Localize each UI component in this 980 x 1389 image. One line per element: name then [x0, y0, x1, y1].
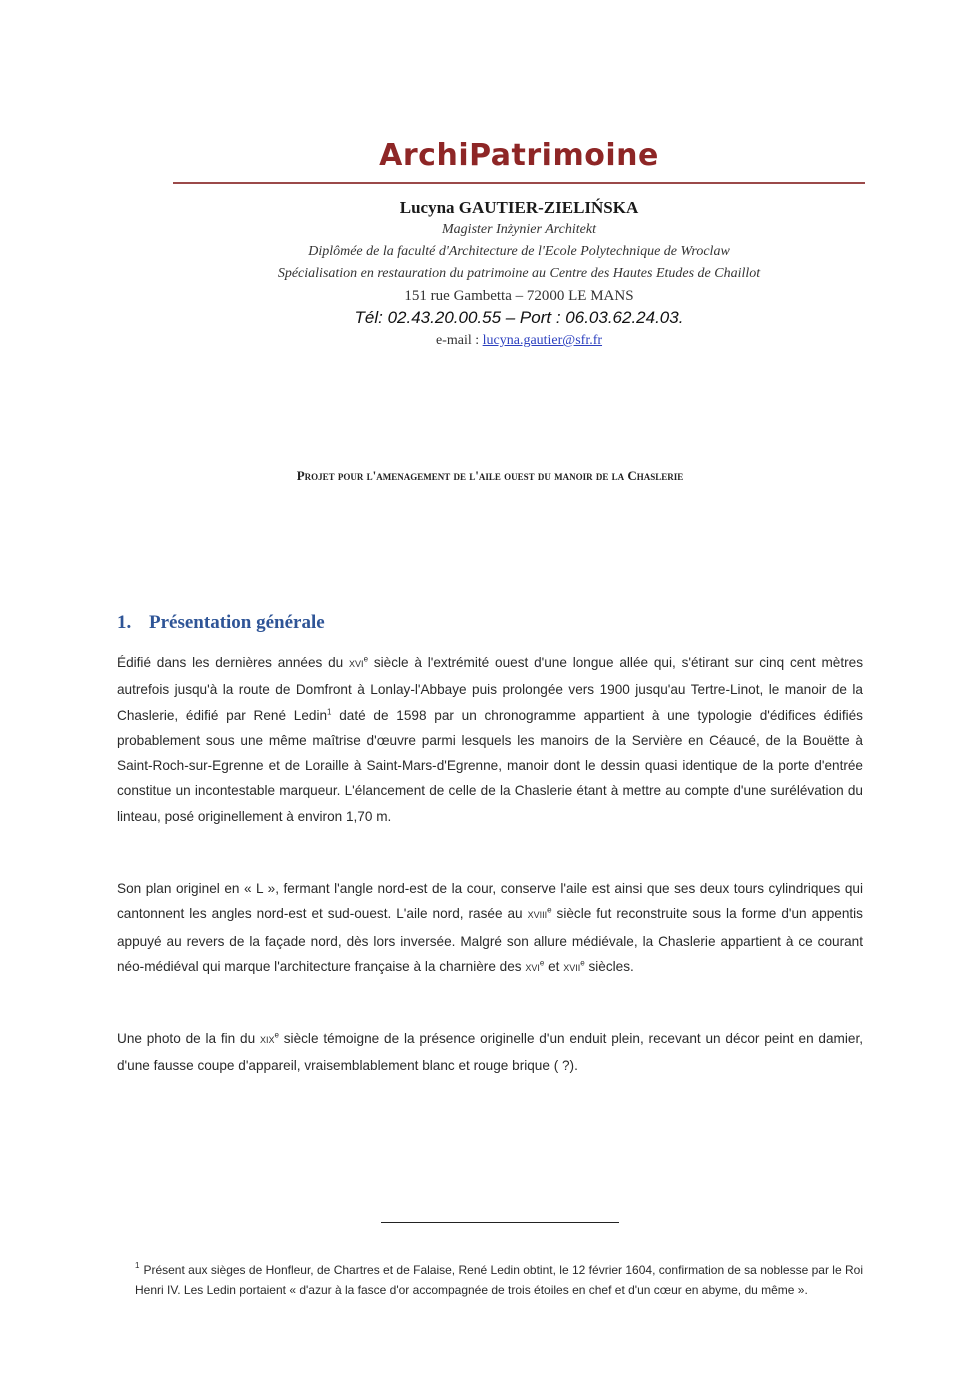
email-label: e-mail : — [435, 333, 480, 348]
century-numeral: XIX — [259, 1035, 275, 1045]
author-address: 151 rue Gambetta – 72000 LE MANS — [404, 288, 634, 304]
footnote-text: Présent aux sièges de Honfleur, de Chartres et de Falaise, René Ledin obtint, le 12 février 1604, confirmation de sa noblesse par le Roi Henri IV. Les Ledin portaient « d'azur à la fasce d'or accompagnée de trois étoiles en chef et d'un cœur en abyme, du même ». — [135, 1263, 863, 1297]
footnote-mark: 1 — [135, 1261, 140, 1270]
paragraph-1: Édifié dans les dernières années du XVIe siècle à l'extrémité ouest d'une longue allée qui, s'étirant sur cinq cent mètres autrefois jusqu'à la route de Domfront à Lonlay-l'Abbaye puis prolongée vers 1900 jusqu'au Tertre-Linot, le manoir de la Chaslerie, édifié par René Ledin$^1$ daté de 1598 par un chronogramme appartient à une typologie d'édifices édifiés probablement sous une même maîtrise d'œuvre parmi lesquels les manoirs de la Servière en Céaucé, de la Bouëtte à Saint-Roch-sur-Egrenne et de Loraille à Saint-Mars-d'Egrenne, manoir dont le dessin quasi identique de la porte d'entrée constitue un incontestable marqueur. L'élancement de celle de la Chaslerie étant à mettre au compte d'une surélévation du linteau, posé originellement à environ 1,70 m. — [117, 654, 863, 824]
paragraph-2: Son plan originel en « L », fermant l'angle nord-est de la cour, conserve l'aile est ainsi que ses deux tours cylindriques qui cantonnent les angles nord-est et sud-ouest. L'aile nord, rasée au XVIIIe siècle fut reconstruite sous la forme d'un appentis appuyé au revers de la façade nord, dès lors inversée. Malgré son allure médiévale, la Chaslerie appartient à ce courant néo-médiéval qui marque l'architecture française à la charnière des XVIe et XVIIe siècles. — [117, 881, 863, 974]
century-numeral: XVI — [525, 962, 540, 973]
author-degree: Magister Inżynier Architekt — [442, 222, 596, 237]
section-number: 1. — [117, 612, 132, 633]
footnote-separator — [381, 1222, 619, 1223]
section-heading — [117, 612, 325, 634]
email-link[interactable]: lucyna.gautier@sfr.fr — [482, 333, 603, 348]
author-phone: Tél: 02.43.20.00.55 – Port : 06.03.62.24.03. — [354, 308, 684, 327]
paragraph-3: Une photo de la fin du XIXe siècle témoigne de la présence originelle d'un enduit plein, recevant un décor peint en damier, d'une fausse coupe d'appareil, vraisemblablement blanc et rouge brique ( ?). — [117, 1030, 864, 1074]
brand-title: ArchiPatrimoine — [379, 138, 659, 173]
section-title: Présentation générale — [149, 612, 325, 633]
footnote-ref: 1 — [327, 707, 332, 717]
author-name: Lucyna GAUTIER-ZIELIŃSKA — [399, 198, 639, 217]
author-diploma: Diplômée de la faculté d'Architecture de l'Ecole Polytechnique de Wroclaw — [308, 244, 730, 259]
century-numeral: XVII — [563, 962, 581, 973]
author-specialization: Spécialisation en restauration du patrimoine au Centre des Hautes Etudes de Chaillot — [277, 266, 761, 281]
project-title: Projet pour l'amenagement de l'aile ouest du manoir de la Chaslerie — [296, 468, 684, 483]
century-numeral: XVI — [349, 659, 364, 669]
century-numeral: XVIII — [527, 910, 548, 921]
footnote-1 — [135, 1256, 863, 1300]
brand-underline — [173, 182, 865, 184]
author-email-line — [173, 333, 865, 349]
